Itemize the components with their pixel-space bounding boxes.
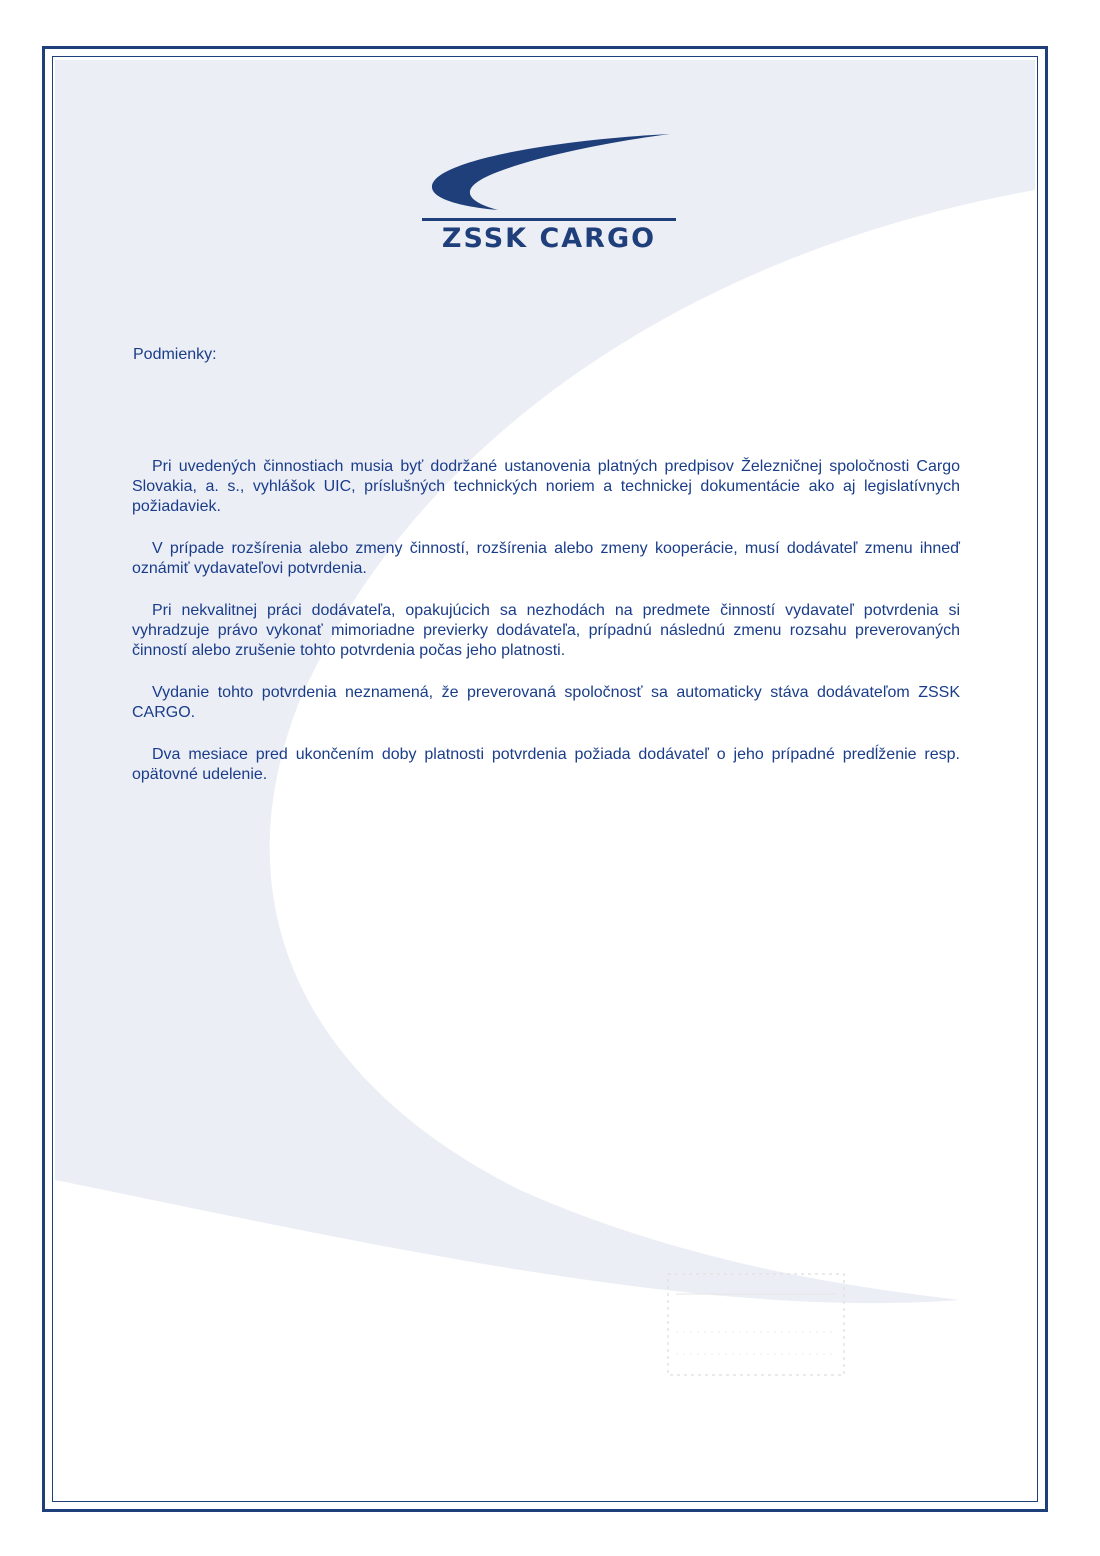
paragraph-compliance: Pri uvedených činnostiach musia byť dodržané ustanovenia platných predpisov Železničnej spoločnosti Cargo Slovakia, a. s., vyhlášok UIC, príslušných technických noriem a technickej dokumentácie ako aj legislatívnych požiadaviek.	[132, 458, 960, 515]
logo-wordmark: ZSSK CARGO	[441, 223, 657, 254]
conditions-heading: Podmienky:	[133, 346, 217, 363]
stamp-imprint-icon	[666, 1272, 846, 1377]
paragraph-change-notification: V prípade rozšírenia alebo zmeny činností, rozšírenia alebo zmeny kooperácie, musí dodávateľ zmenu ihneď oznámiť vydavateľovi potvrdenia.	[132, 540, 960, 577]
paragraph-extraordinary-audits: Pri nekvalitnej práci dodávateľa, opakujúcich sa nezhodách na predmete činností vydavateľ potvrdenia si vyhradzuje právo vykonať mimoriadne previerky dodávateľa, prípadnú následnú zmenu rozsahu preverovaných činností alebo zrušenie tohto potvrdenia počas jeho platnosti.	[132, 602, 960, 659]
paragraph-renewal: Dva mesiace pred ukončením doby platnosti potvrdenia požiada dodávateľ o jeho prípadné predĺženie resp. opätovné udelenie.	[132, 746, 960, 783]
paragraph-supplier-status: Vydanie tohto potvrdenia neznamená, že preverovaná spoločnosť sa automaticky stáva dodávateľom ZSSK CARGO.	[132, 684, 960, 721]
conditions-body	[132, 457, 960, 807]
